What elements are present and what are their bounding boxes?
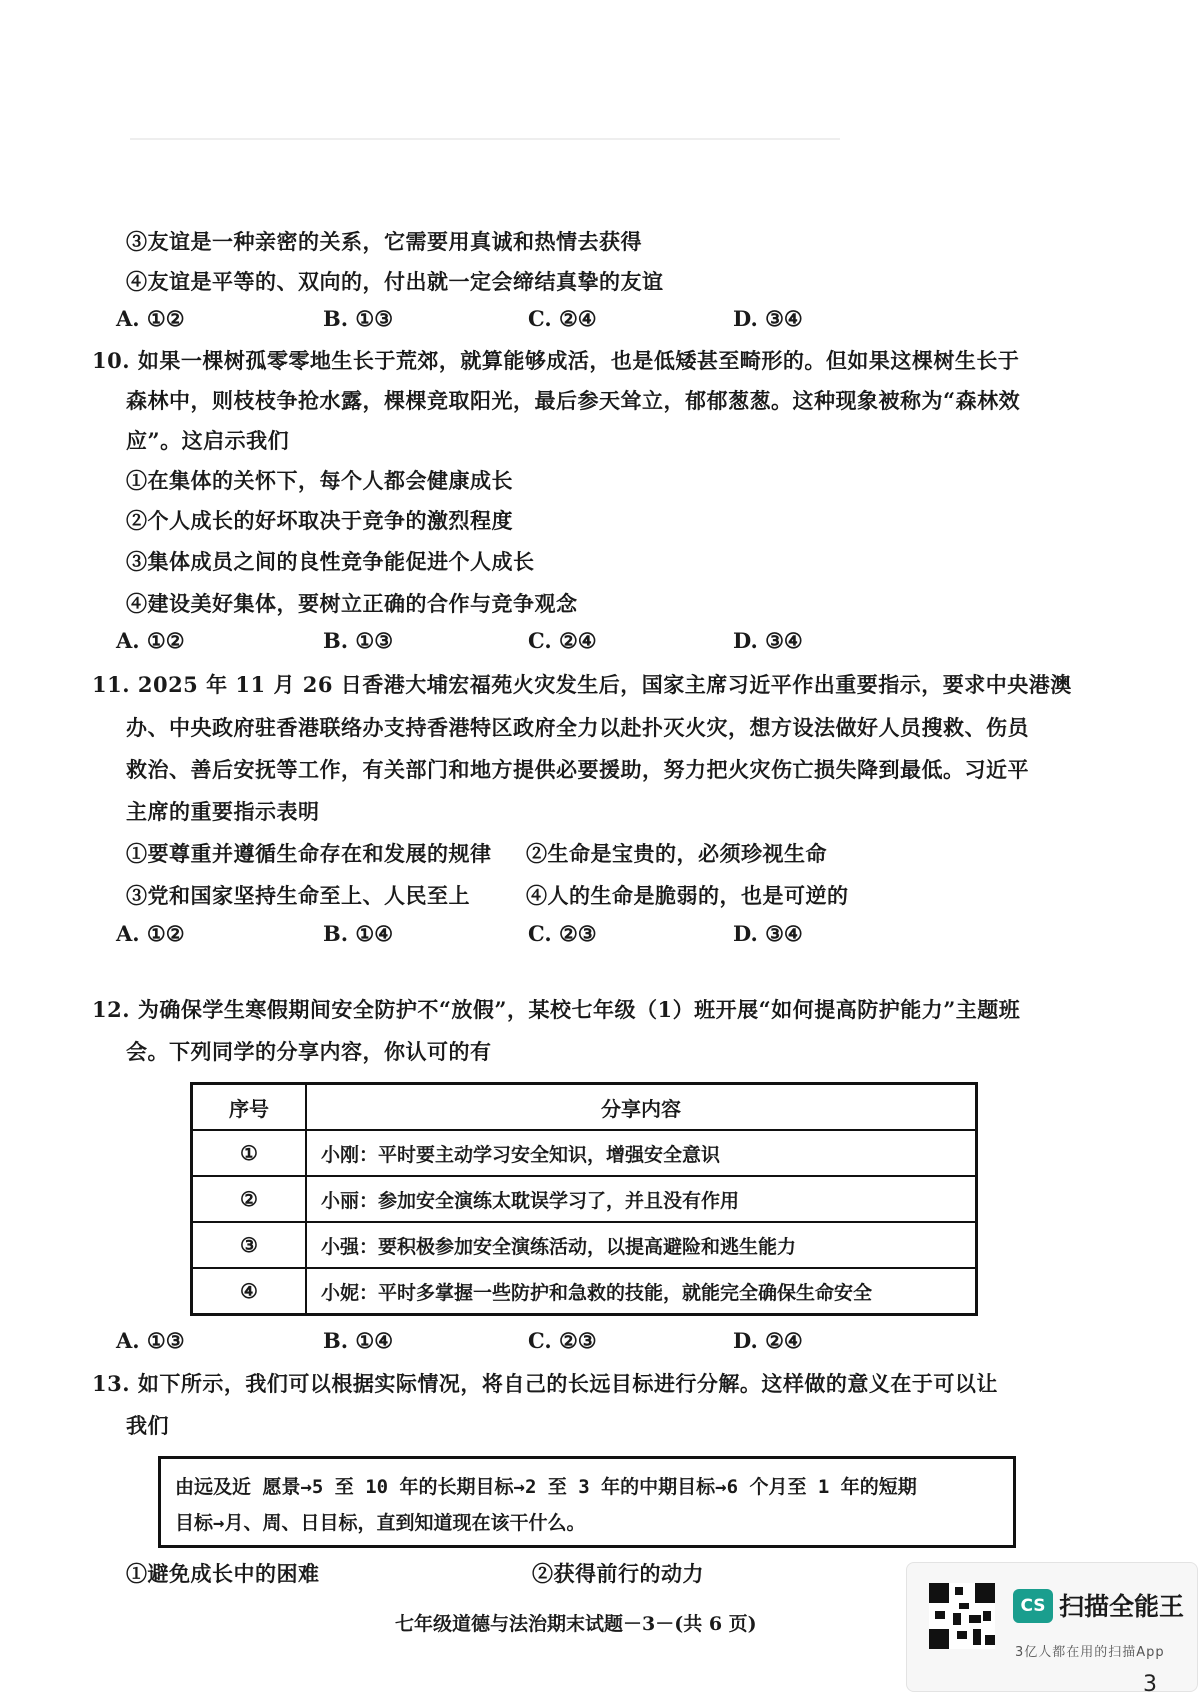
q13-stem-line-2: 我们: [126, 1413, 169, 1438]
q10-stem-line-1: 10. 如果一棵树孤零零地生长于荒郊，就算能够成活，也是低矮甚至畸形的。但如果这棵树生长于: [92, 348, 1020, 373]
q10-item-1: ①在集体的关怀下，每个人都会健康成长: [126, 468, 513, 493]
q10-option-c: C. ②④: [528, 628, 597, 653]
q11-option-c: C. ②③: [528, 921, 597, 946]
q11-stem-line-3: 救治、善后安抚等工作，有关部门和地方提供必要援助，努力把火灾伤亡损失降到最低。习近平: [126, 757, 1029, 782]
q10-stem-line-2: 森林中，则枝枝争抢水露，棵棵竞取阳光，最后参天耸立，郁郁葱葱。这种现象被称为“森林效: [126, 388, 1021, 413]
row-number: ①: [192, 1130, 307, 1176]
q10-option-a: A. ①②: [116, 628, 185, 653]
q11-stem-line-1: 11. 2025 年 11 月 26 日香港大埔宏福苑火灾发生后，国家主席习近平作出重要指示，要求中央港澳: [92, 672, 1072, 697]
q10-option-b: B. ①③: [323, 628, 394, 653]
scanner-brand-name: 扫描全能王: [1059, 1592, 1185, 1621]
camscanner-logo-icon: CS: [1013, 1589, 1053, 1623]
q9-item-4: ④友谊是平等的、双向的，付出就一定会缔结真挚的友谊: [126, 269, 664, 294]
row-content: 小强：要积极参加安全演练活动，以提高避险和逃生能力: [306, 1222, 977, 1268]
q11-stem-line-4: 主席的重要指示表明: [126, 799, 320, 824]
col-header-number: 序号: [192, 1084, 307, 1131]
row-content: 小丽：参加安全演练太耽误学习了，并且没有作用: [306, 1176, 977, 1222]
row-number: ②: [192, 1176, 307, 1222]
q12-option-a: A. ①③: [116, 1328, 185, 1353]
goal-box-line-1: 由远及近 愿景→5 至 10 年的长期目标→2 至 3 年的中期目标→6 个月至 1 年的短期: [175, 1476, 917, 1498]
q12-option-b: B. ①④: [323, 1328, 394, 1353]
row-number: ④: [192, 1268, 307, 1315]
q10-item-3: ③集体成员之间的良性竞争能促进个人成长: [126, 549, 535, 574]
page-footer: 七年级道德与法治期末试题－3－(共 6 页): [395, 1613, 757, 1635]
top-divider: [130, 138, 840, 140]
q13-item-1: ①避免成长中的困难: [126, 1561, 320, 1586]
share-content-table: [190, 1082, 978, 1316]
goal-box-line-2: 目标→月、周、日目标，直到知道现在该干什么。: [175, 1512, 586, 1534]
q13-item-2: ②获得前行的动力: [532, 1561, 704, 1586]
row-number: ③: [192, 1222, 307, 1268]
scanner-tagline: 3亿人都在用的扫描App: [1015, 1645, 1165, 1660]
page-marker: 3: [1143, 1672, 1157, 1697]
q10-item-2: ②个人成长的好坏取决于竞争的激烈程度: [126, 508, 513, 533]
q10-option-d: D. ③④: [733, 628, 803, 653]
q9-item-3: ③友谊是一种亲密的关系，它需要用真诚和热情去获得: [126, 229, 642, 254]
q13-stem-line-1: 13. 如下所示，我们可以根据实际情况，将自己的长远目标进行分解。这样做的意义在于可以让: [92, 1371, 998, 1396]
q12-option-d: D. ②④: [733, 1328, 803, 1353]
table-header-row: [192, 1084, 977, 1131]
col-header-content: 分享内容: [306, 1084, 977, 1131]
table-row: [192, 1222, 977, 1268]
q11-stem-line-2: 办、中央政府驻香港联络办支持香港特区政府全力以赴扑灭火灾，想方设法做好人员搜救、伤员: [126, 715, 1029, 740]
q11-item-3: ③党和国家坚持生命至上、人民至上: [126, 883, 470, 908]
q11-item-2: ②生命是宝贵的，必须珍视生命: [526, 841, 827, 866]
q9-option-d: D. ③④: [733, 306, 803, 331]
table-row: [192, 1130, 977, 1176]
goal-decomposition-box: [158, 1456, 1016, 1548]
q11-item-4: ④人的生命是脆弱的，也是可逆的: [526, 883, 849, 908]
table-row: [192, 1268, 977, 1315]
q12-stem-line-2: 会。下列同学的分享内容，你认可的有: [126, 1039, 492, 1064]
row-content: 小刚：平时要主动学习安全知识，增强安全意识: [306, 1130, 977, 1176]
row-content: 小妮：平时多掌握一些防护和急救的技能，就能完全确保生命安全: [306, 1268, 977, 1315]
q11-option-a: A. ①②: [116, 921, 185, 946]
q12-stem-line-1: 12. 为确保学生寒假期间安全防护不“放假”，某校七年级（1）班开展“如何提高防护能力”主题班: [92, 997, 1021, 1022]
q11-item-1: ①要尊重并遵循生命存在和发展的规律: [126, 841, 492, 866]
q10-item-4: ④建设美好集体，要树立正确的合作与竞争观念: [126, 591, 578, 616]
q9-option-c: C. ②④: [528, 306, 597, 331]
q10-stem-line-3: 应”。这启示我们: [126, 428, 290, 453]
q9-option-b: B. ①③: [323, 306, 394, 331]
q11-option-b: B. ①④: [323, 921, 394, 946]
table-row: [192, 1176, 977, 1222]
q12-option-c: C. ②③: [528, 1328, 597, 1353]
q11-option-d: D. ③④: [733, 921, 803, 946]
q9-option-a: A. ①②: [116, 306, 185, 331]
qr-code-icon: [929, 1583, 995, 1649]
